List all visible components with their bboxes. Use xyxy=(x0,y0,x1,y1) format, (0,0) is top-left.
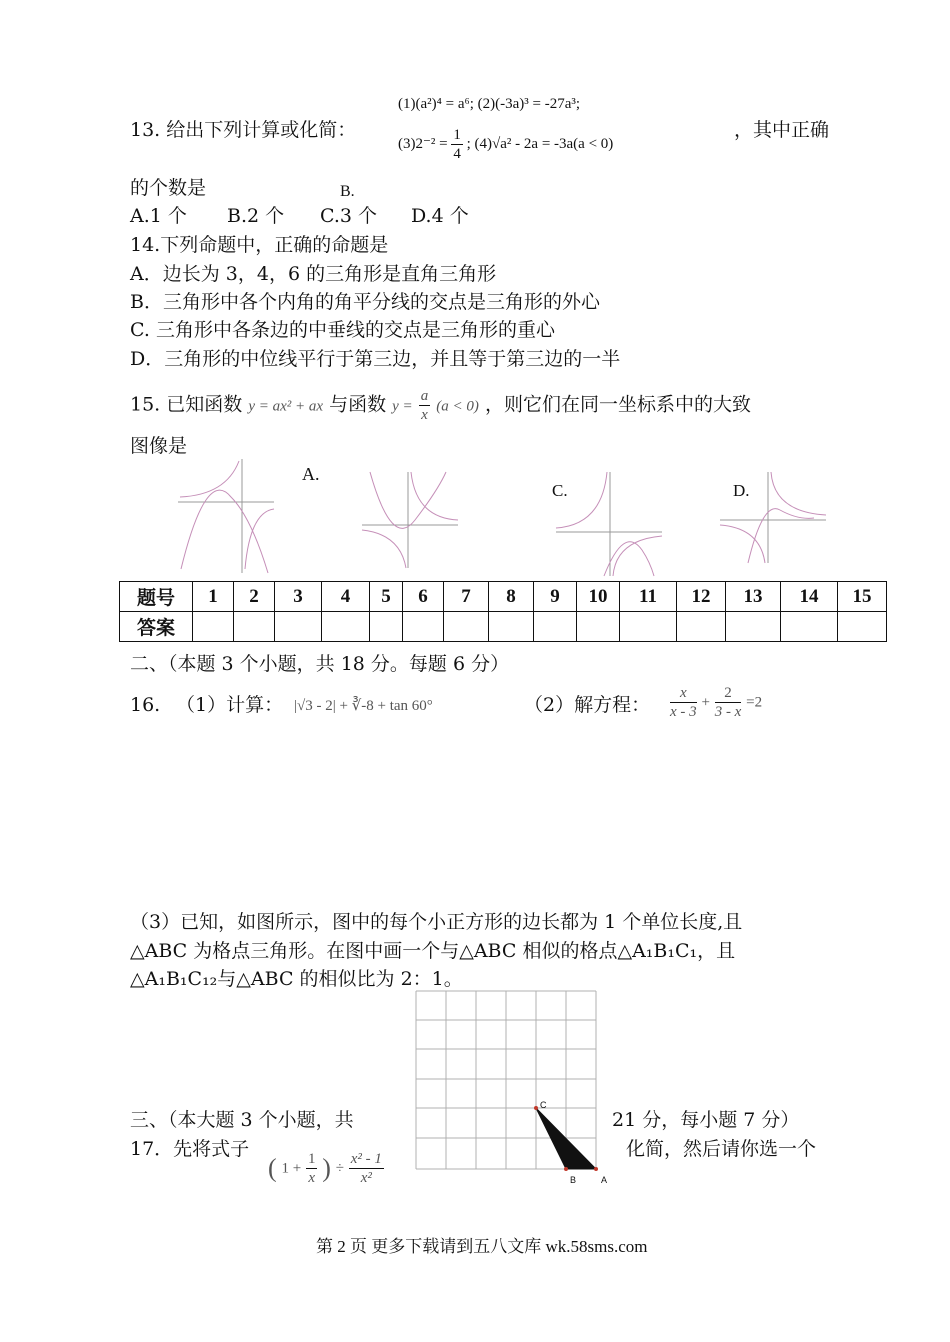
q16-rhs: =2 xyxy=(746,694,763,711)
graph-a xyxy=(176,457,276,575)
q16-part2-equation xyxy=(670,684,762,721)
answer-table-number: 8 xyxy=(489,582,534,612)
answer-cell[interactable] xyxy=(193,612,234,642)
q16-frac1-den: x - 3 xyxy=(670,704,697,720)
answer-cell[interactable] xyxy=(620,612,677,642)
answer-cell[interactable] xyxy=(781,612,838,642)
answer-table-number: 4 xyxy=(322,582,370,612)
answer-table-number: 15 xyxy=(838,582,887,612)
q15-f2-num: a xyxy=(420,388,429,404)
answer-table-number: 10 xyxy=(577,582,620,612)
q17-paren-open: ( xyxy=(268,1153,277,1183)
q16-frac2-den: 3 - x xyxy=(714,704,742,720)
grid-figure xyxy=(412,988,612,1188)
answer-cell[interactable] xyxy=(444,612,489,642)
q16-part1-expression: |√3 - 2| + ∛-8 + tan 60° xyxy=(294,698,433,714)
answer-cell[interactable] xyxy=(403,612,444,642)
q15-function2-fraction xyxy=(419,387,431,424)
q15-text3: ，则它们在同一坐标系中的大致 xyxy=(484,393,751,416)
q16-frac1-num: x xyxy=(670,684,697,703)
q16-label: 16. xyxy=(130,694,161,716)
q13-expression-line1: (1)(a²)⁴ = a⁶; (2)(-3a)³ = -27a³; xyxy=(398,96,581,112)
graph-c xyxy=(554,470,664,578)
q16-part2: （2）解方程： xyxy=(524,694,651,716)
answer-table-number: 12 xyxy=(677,582,726,612)
answer-cell[interactable] xyxy=(322,612,370,642)
section3-title-right: 21 分，每小题 7 分） xyxy=(612,1109,800,1131)
q17-right: 化简，然后请你选一个 xyxy=(626,1138,817,1160)
q15-line2: 图像是 xyxy=(130,435,188,457)
q17-expr-a: 1 + xyxy=(281,1160,302,1177)
answer-table-number: 14 xyxy=(781,582,838,612)
q13-frac-den: 4 xyxy=(453,146,461,162)
vertex-a-label: A xyxy=(601,1175,608,1185)
q14-stem: 14.下列命题中，正确的命题是 xyxy=(130,234,389,256)
answer-cell[interactable] xyxy=(275,612,322,642)
answer-table-header-number: 题号 xyxy=(120,582,193,612)
q15-function1: y = ax² + ax xyxy=(248,398,324,415)
q17-frac2-num: x² - 1 xyxy=(350,1151,382,1167)
q16-frac1 xyxy=(670,684,697,721)
q17-paren-close: ) xyxy=(322,1153,331,1183)
q13-option-d: D.4 个 xyxy=(411,205,469,227)
vertex-c-label: C xyxy=(540,1100,547,1110)
q16-3-line1: （3）已知，如图所示，图中的每个小正方形的边长都为 1 个单位长度,且 xyxy=(130,911,743,933)
q14-option-d: D．三角形的中位线平行于第三边，并且等于第三边的一半 xyxy=(130,348,621,370)
vertex-a-dot xyxy=(594,1167,598,1171)
q13-stray-label: B. xyxy=(340,183,355,200)
q13-option-b: B.2 个 xyxy=(227,205,285,227)
graph-label-c: C. xyxy=(552,481,568,500)
q14-option-b: B．三角形中各个内角的角平分线的交点是三角形的外心 xyxy=(130,291,600,313)
answer-table-number: 6 xyxy=(403,582,444,612)
graph-label-a: A. xyxy=(302,464,320,484)
q13-frac-num: 1 xyxy=(453,127,461,143)
q13-expr-part3: (3)2⁻² = xyxy=(398,135,448,152)
q17-frac2 xyxy=(349,1150,384,1187)
section2-title: 二、（本题 3 个小题，共 18 分。每题 6 分） xyxy=(130,653,510,675)
answer-table-number: 13 xyxy=(726,582,781,612)
q14-option-c: C. 三角形中各条边的中垂线的交点是三角形的重心 xyxy=(130,319,555,341)
q17-divide: ÷ xyxy=(335,1160,344,1177)
q13-fraction xyxy=(451,126,463,163)
answer-table-row-answers xyxy=(120,612,887,642)
q16-frac2-num: 2 xyxy=(715,684,742,703)
answer-table xyxy=(119,581,887,642)
answer-table-header-answer: 答案 xyxy=(120,612,193,642)
answer-cell[interactable] xyxy=(726,612,781,642)
q15-function2-lhs: y = xyxy=(392,398,413,415)
answer-cell[interactable] xyxy=(489,612,534,642)
q17-left: 17．先将式子 xyxy=(130,1138,250,1160)
page-footer: 第 2 页 更多下载请到五八文库 wk.58sms.com xyxy=(316,1237,648,1256)
vertex-b-label: B xyxy=(570,1175,577,1185)
q16-3-line3: △A₁B₁C₁₂与△ABC 的相似比为 2：1。 xyxy=(130,968,463,990)
graph-d xyxy=(718,470,828,565)
answer-cell[interactable] xyxy=(577,612,620,642)
answer-table-number: 11 xyxy=(620,582,677,612)
q13-prefix: 13. 给出下列计算或化简： xyxy=(130,119,357,141)
q15-text1: 15. 已知函数 xyxy=(130,393,243,416)
answer-table-number: 7 xyxy=(444,582,489,612)
q16-frac2 xyxy=(715,684,742,721)
vertex-c-dot xyxy=(534,1106,538,1110)
answer-cell[interactable] xyxy=(234,612,275,642)
q14-option-a: A．边长为 3，4，6 的三角形是直角三角形 xyxy=(130,263,497,285)
q17-expression xyxy=(268,1150,384,1187)
q13-option-a: A.1 个 xyxy=(130,205,187,227)
q13-option-c: C.3 个 xyxy=(320,205,378,227)
answer-cell[interactable] xyxy=(677,612,726,642)
q16-plus: + xyxy=(701,694,710,711)
answer-table-number: 1 xyxy=(193,582,234,612)
graph-label-d: D. xyxy=(733,481,750,500)
q16-3-line2: △ABC 为格点三角形。在图中画一个与△ABC 相似的格点△A₁B₁C₁，且 xyxy=(130,940,736,962)
q13-suffix: ，其中正确 xyxy=(734,119,830,141)
q15-line1 xyxy=(130,387,751,424)
q17-frac2-den: x² xyxy=(360,1170,372,1186)
q13-expr-part4: ; (4)√a² - 2a = -3a(a < 0) xyxy=(466,135,614,152)
q13-line2: 的个数是 xyxy=(130,177,207,199)
q15-f2-den: x xyxy=(421,407,428,423)
q17-frac1 xyxy=(306,1150,318,1187)
answer-table-number: 3 xyxy=(275,582,322,612)
q13-expression-line2 xyxy=(398,126,613,163)
section3-title-left: 三、（本大题 3 个小题，共 xyxy=(130,1109,354,1131)
q15-function2-condition: (a < 0) xyxy=(436,398,479,415)
answer-cell[interactable] xyxy=(534,612,577,642)
graph-b xyxy=(360,470,460,570)
answer-table-row-numbers xyxy=(120,582,887,612)
answer-table-number: 9 xyxy=(534,582,577,612)
q17-frac1-den: x xyxy=(308,1170,316,1186)
q17-frac1-num: 1 xyxy=(307,1151,316,1167)
answer-cell[interactable] xyxy=(838,612,887,642)
answer-table-number: 5 xyxy=(370,582,403,612)
q15-text2: 与函数 xyxy=(329,393,387,416)
vertex-b-dot xyxy=(564,1167,568,1171)
q16-part1: （1）计算： xyxy=(176,694,284,716)
answer-table-number: 2 xyxy=(234,582,275,612)
answer-cell[interactable] xyxy=(370,612,403,642)
